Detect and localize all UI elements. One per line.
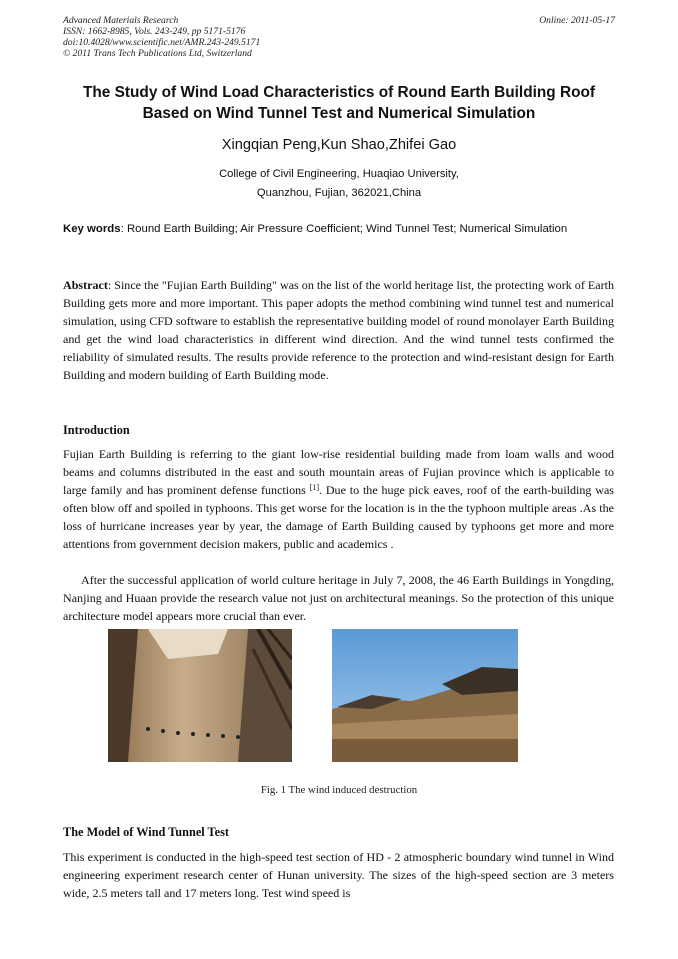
issn-line: ISSN: 1662-8985, Vols. 243-249, pp 5171-5176 [63, 26, 246, 37]
affiliation [0, 165, 678, 202]
introduction-paragraph-2: After the successful application of world culture heritage in July 7, 2008, the 46 Earth Buildings in Yongding, Nanjing and Huaan provide the research value not just on architectural meanings. So the protection of this unique architecture model appears more crucial than ever. [63, 573, 614, 623]
affiliation-line-1: College of Civil Engineering, Huaqiao University, [219, 168, 459, 180]
keywords [63, 221, 568, 239]
photo-damaged-roof [332, 629, 518, 762]
intro-p1-part-a: Fujian Earth Building is referring to the giant low-rise residential building made from loam walls and wood beams and columns distributed in the east and south mountain areas of Fujian province which is applicable to large family and has prominent defense functions [63, 447, 614, 497]
abstract [63, 276, 614, 384]
abstract-text: : Since the "Fujian Earth Building" was on the list of the world heritage list, the protecting work of Earth Building gets more and more important. This paper adopts the method combining wind tunnel test and numerical simulation, using CFD software to establish the representative building model of round monolayer Earth Building and get the wind load characteristics in different wind direction. And the wind tunnel tests confirmed the reliability of simulated results. The results provide reference to the protection and wind-resistant design for Earth Building and modern building of Earth Building mode. [63, 278, 614, 382]
page-header [63, 15, 615, 59]
abstract-label: Abstract [63, 278, 108, 292]
model-section-paragraph: This experiment is conducted in the high-speed test section of HD - 2 atmospheric boundary wind tunnel in Wind engineering experiment research center of Hunan university. The sizes of the high-speed section are 3 meters wide, 2.5 meters tall and 17 meters long. Test wind speed is [63, 850, 614, 900]
doi-line[interactable]: doi:10.4028/www.scientific.net/AMR.243-249.5171 [63, 37, 261, 48]
figure-caption: Fig. 1 The wind induced destruction [260, 784, 418, 796]
citation-ref[interactable]: [1] [309, 483, 320, 492]
keywords-label: Key words [63, 223, 121, 235]
introduction-paragraph-1 [63, 445, 614, 553]
authors: Xingqian Peng,Kun Shao,Zhifei Gao [221, 137, 457, 153]
title-line-1: The Study of Wind Load Characteristics of Round Earth Building Roof [82, 84, 596, 101]
copyright-line: © 2011 Trans Tech Publications Ltd, Switzerland [63, 48, 252, 59]
title-line-2: Based on Wind Tunnel Test and Numerical Simulation [142, 105, 536, 122]
photo-damaged-wall [108, 629, 292, 762]
affiliation-line-2: Quanzhou, Fujian, 362021,China [256, 186, 422, 199]
model-section-heading: The Model of Wind Tunnel Test [63, 825, 229, 839]
paper-title [50, 82, 628, 124]
keywords-text: : Round Earth Building; Air Pressure Coefficient; Wind Tunnel Test; Numerical Simulation [120, 223, 568, 235]
journal-name: Advanced Materials Research [63, 15, 179, 26]
intro-p1-part-b: . Due to the huge pick eaves, roof of the earth-building was often blow off and spoiled in typhoons. This get worse for the location is in the the typhoon multiple areas .As the loss of hurricane increases year by year, the damage of Earth Building caused by typhoons get more and more attentions from government decision makers, public and academics . [63, 483, 614, 551]
introduction-heading: Introduction [63, 423, 130, 437]
online-date: Online: 2011-05-17 [539, 15, 615, 26]
